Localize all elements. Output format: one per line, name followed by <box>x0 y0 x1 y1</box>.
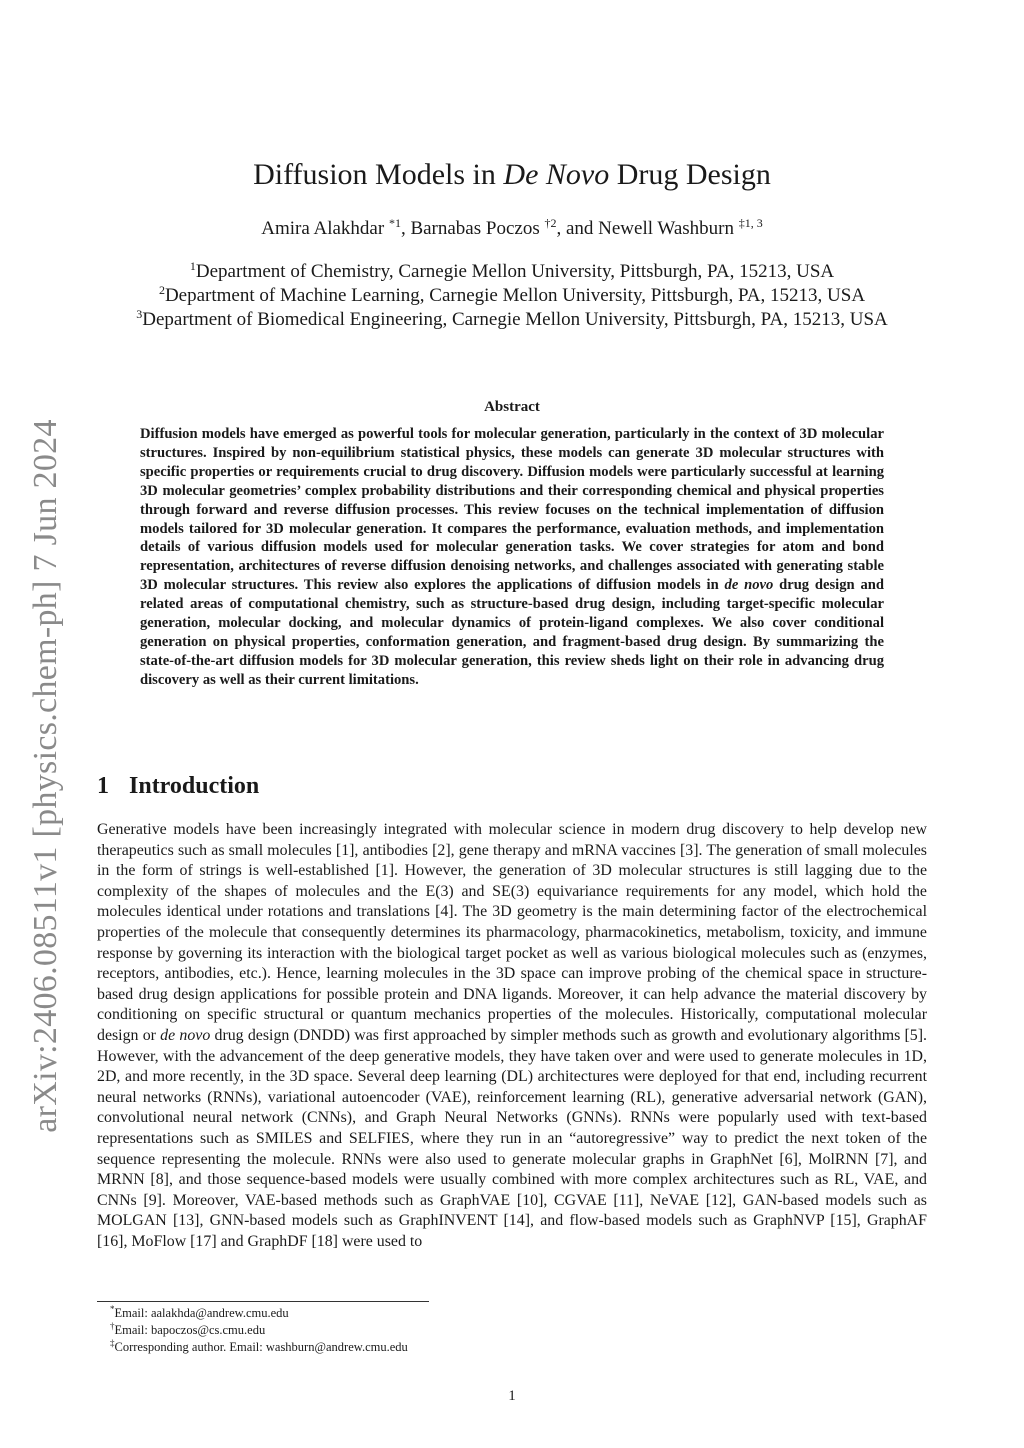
footnote-mark: † <box>110 1321 115 1331</box>
author-marks: †2 <box>544 216 557 230</box>
intro-text-1: Generative models have been increasingly integrated with molecular science in modern drug discovery to help develop new therapeutics such as small molecules [1], antibodies [2], gene therapy and mRNA vaccines [3]. The generation of small molecules in the form of strings is well-established [1]. However, the generation of 3D molecular structures is still lagging due to the complexity of the shapes of molecules and the E(3) and SE(3) equivariance requirements for any model, which hold the molecules identical under rotations and translations [4]. The 3D geometry is the main determining factor of the electrochemical properties of the molecule that consequently determines its pharmacology, pharmacokinetics, metabolism, toxicity, and immune response by governing its interaction with the biological target pocket as well as various biological molecules such as (enzymes, receptors, antibodies, etc.). Hence, learning molecules in the 3D space can improve probing of the chemical space in structure-based drug design applications for possible protein and DNA ligands. Moreover, it can help advance the material discovery by conditioning on specific structural or quantum mechanics properties of the molecules. Historically, computational molecular design or <box>97 821 927 1044</box>
author-list <box>0 218 1024 240</box>
abstract-italic-de-novo: de novo <box>724 577 774 594</box>
author-name: Barnabas Poczos <box>410 218 545 239</box>
affiliation-1 <box>90 260 934 284</box>
footnotes <box>110 1305 408 1356</box>
abstract-heading: Abstract <box>484 399 540 415</box>
section-heading-introduction <box>97 773 259 800</box>
author-separator: , <box>400 218 411 239</box>
title-italic-de-novo: De Novo <box>503 158 610 191</box>
author-separator: , and <box>556 218 599 239</box>
abstract-text-1: Diffusion models have emerged as powerful tools for molecular generation, particularly in the context of 3D molecular structures. Inspired by non-equilibrium statistical physics, these models can generate 3D molecular structures with specific properties or requirements crucial to drug discovery. Diffusion models were particularly successful at learning 3D molecular geometries’ complex probability distributions and their corresponding chemical and physical properties through forward and reverse diffusion processes. This review focuses on the technical implementation of diffusion models tailored for 3D molecular generation. It compares the performance, evaluation methods, and implementation details of various diffusion models used for molecular generation tasks. We cover strategies for atom and bond representation, architectures of reverse diffusion denoising networks, and challenges associated with generating stable 3D molecular structures. This review also explores the applications of diffusion models in <box>140 426 884 594</box>
footnote-mark: ‡ <box>110 1338 115 1348</box>
footnote-text: Corresponding author. Email: washburn@andrew.cmu.edu <box>114 1340 408 1354</box>
affiliation-text: Department of Chemistry, Carnegie Mellon University, Pittsburgh, PA, 15213, USA <box>195 261 835 282</box>
paper-title <box>0 158 1024 192</box>
affiliation-text: Department of Machine Learning, Carnegie Mellon University, Pittsburgh, PA, 15213, USA <box>164 285 866 306</box>
author-marks: *1 <box>388 216 401 230</box>
affiliation-number: 3 <box>136 307 143 321</box>
author-marks: ‡1, 3 <box>738 216 763 230</box>
affiliation-text: Department of Biomedical Engineering, Carnegie Mellon University, Pittsburgh, PA, 15213, USA <box>142 309 888 330</box>
affiliation-number: 2 <box>158 283 165 297</box>
title-part-2: Drug Design <box>609 158 771 191</box>
abstract-text-2: drug design and related areas of computational chemistry, such as structure-based drug design, including target-specific molecular generation, molecular docking, and molecular dynamics of protein-ligand complexes. We also cover conditional generation on physical properties, conformation generation, and fragment-based drug design. By summarizing the state-of-the-art diffusion models for 3D molecular generation, this review sheds light on their role in advancing drug discovery as well as their current limitations. <box>140 577 884 688</box>
footnote-mark: * <box>110 1304 115 1314</box>
arxiv-identifier-stamp: arXiv:2406.08511v1 [physics.chem-ph] 7 Jun 2024 <box>27 419 64 1133</box>
affiliation-number: 1 <box>189 259 196 273</box>
abstract-body <box>140 425 884 690</box>
footnote-2 <box>110 1322 408 1339</box>
section-number: 1 <box>97 773 109 799</box>
intro-italic-de-novo: de novo <box>160 1026 211 1044</box>
affiliations <box>90 260 934 332</box>
footnote-text: Email: aalakhda@andrew.cmu.edu <box>114 1306 289 1320</box>
section-title: Introduction <box>129 773 260 799</box>
page-number: 1 <box>508 1388 516 1404</box>
intro-text-2: drug design (DNDD) was first approached by simpler methods such as growth and evolutionary algorithms [5]. However, with the advancement of the deep generative models, they have taken over and were used to generate molecules in 1D, 2D, and more recently, in the 3D space. Several deep learning (DL) architectures were deployed for that end, including recurrent neural networks (RNNs), variational autoencoder (VAE), reinforcement learning (RL), generative adversarial network (GAN), convolutional neural network (CNNs), and Graph Neural Networks (GNNs). RNNs were popularly used with text-based representations such as SMILES and SELFIES, where they run in an “autoregressive” way to predict the next token of the sequence representing the molecule. RNNs were also used to generate molecular graphs in GraphNet [6], MolRNN [7], and MRNN [8], and those sequence-based models were usually combined with more complex architectures such as RL, VAE, and CNNs [9]. Moreover, VAE-based methods such as GraphVAE [10], CGVAE [11], NeVAE [12], GAN-based models such as MOLGAN [13], GNN-based models such as GraphINVENT [14], and flow-based models such as GraphNVP [15], GraphAF [16], MoFlow [17] and GraphDF [18] were used to <box>97 1026 927 1250</box>
title-part-1: Diffusion Models in <box>253 158 504 191</box>
affiliation-3 <box>90 308 934 332</box>
author-name: Amira Alakhdar <box>261 218 389 239</box>
author-name: Newell Washburn <box>598 218 739 239</box>
footnote-1 <box>110 1305 408 1322</box>
footnote-text: Email: bapoczos@cs.cmu.edu <box>114 1323 266 1337</box>
footnote-3 <box>110 1339 408 1356</box>
footnote-divider <box>97 1301 429 1302</box>
affiliation-2 <box>90 284 934 308</box>
introduction-paragraph <box>97 820 927 1252</box>
